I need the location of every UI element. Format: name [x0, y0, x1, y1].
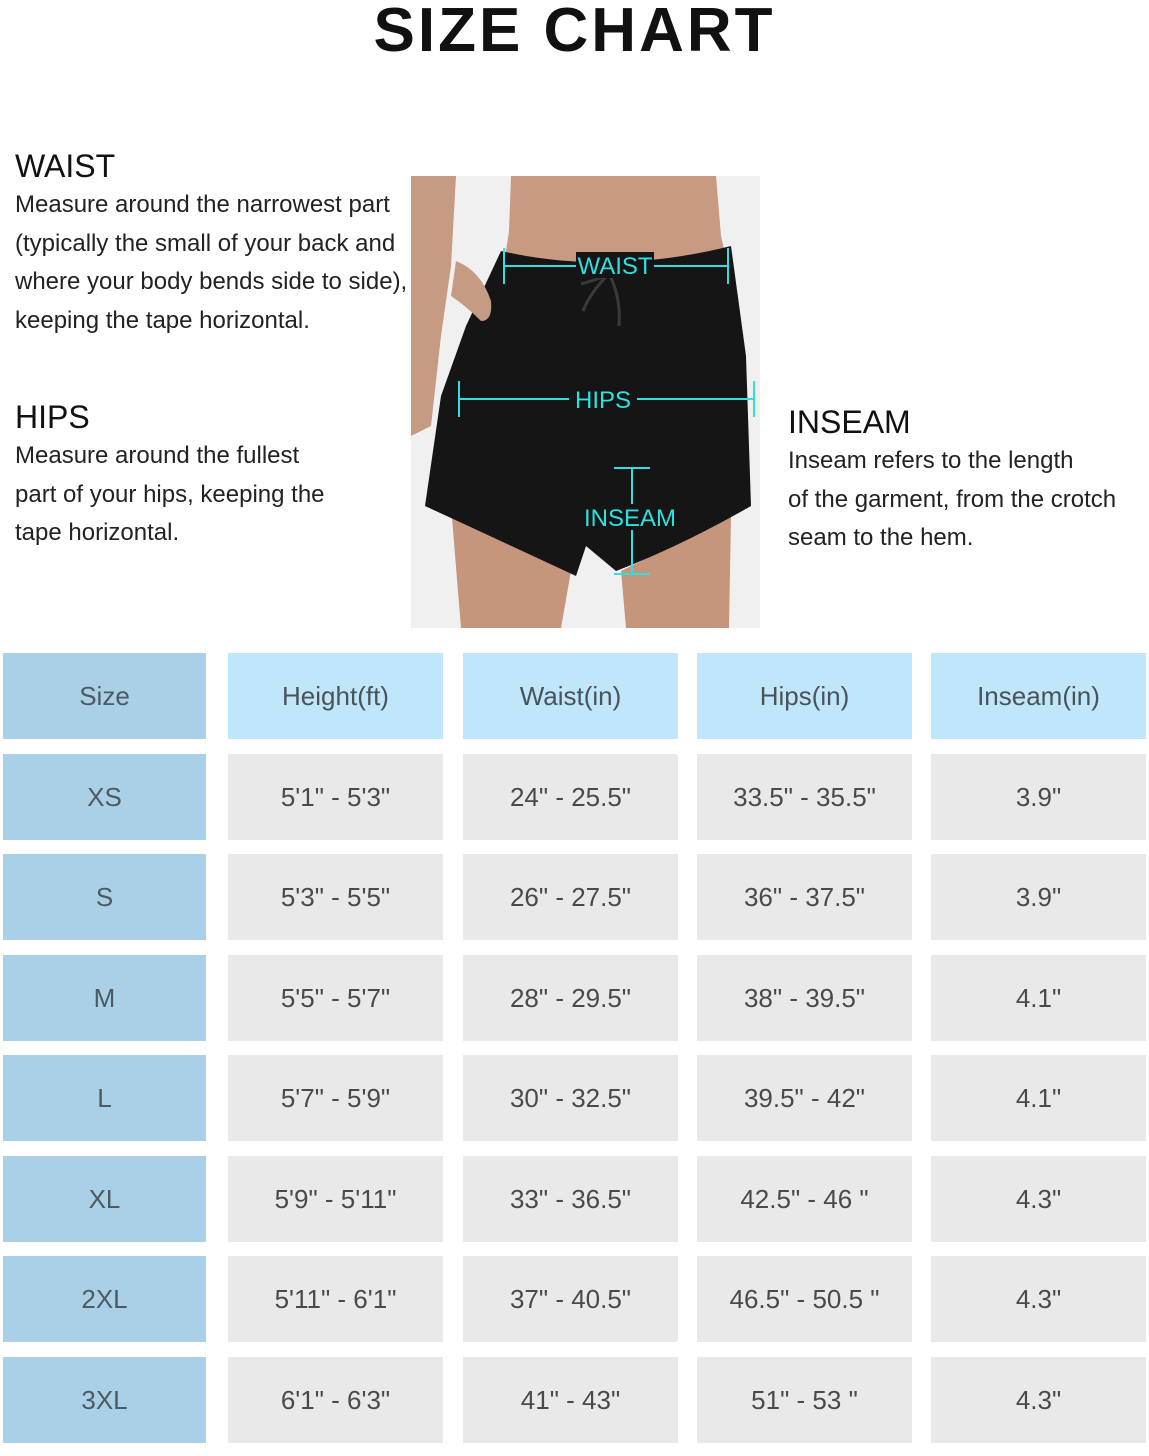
waist-line: Measure around the narrowest part — [15, 191, 390, 218]
cell-inseam: 3.9" — [931, 854, 1146, 940]
waist-line: (typically the small of your back and — [15, 229, 396, 257]
cell-size: XL — [3, 1156, 206, 1242]
cell-size: M — [3, 955, 206, 1041]
hips-line: part of your hips, keeping the — [15, 480, 325, 508]
cell-hips: 51" - 53 " — [697, 1357, 912, 1443]
cell-size: S — [3, 854, 206, 940]
cell-height: 5'1" - 5'3" — [228, 754, 443, 840]
cell-height: 5'7" - 5'9" — [228, 1055, 443, 1141]
waist-description — [15, 186, 407, 340]
cell-inseam: 4.3" — [931, 1256, 1146, 1342]
hips-heading: HIPS — [15, 399, 90, 435]
cell-waist: 28" - 29.5" — [463, 955, 678, 1041]
waist-line: keeping the tape horizontal. — [15, 306, 310, 334]
cell-inseam: 4.3" — [931, 1156, 1146, 1242]
inseam-line: Inseam refers to the length — [788, 447, 1074, 474]
hips-line: Measure around the fullest — [15, 442, 300, 469]
cell-height: 6'1" - 6'3" — [228, 1357, 443, 1443]
header-hips: Hips(in) — [697, 653, 912, 739]
cell-hips: 39.5" - 42" — [697, 1055, 912, 1141]
cell-inseam: 3.9" — [931, 754, 1146, 840]
cell-hips: 33.5" - 35.5" — [697, 754, 912, 840]
cell-inseam: 4.3" — [931, 1357, 1146, 1443]
cell-hips: 46.5" - 50.5 " — [697, 1256, 912, 1342]
cell-waist: 30" - 32.5" — [463, 1055, 678, 1141]
cell-waist: 26" - 27.5" — [463, 854, 678, 940]
cell-inseam: 4.1" — [931, 1055, 1146, 1141]
inseam-label: INSEAM — [583, 505, 677, 532]
cell-size: 3XL — [3, 1357, 206, 1443]
header-waist: Waist(in) — [463, 653, 678, 739]
hips-description — [15, 437, 325, 553]
cell-height: 5'9" - 5'11" — [228, 1156, 443, 1242]
cell-inseam: 4.1" — [931, 955, 1146, 1041]
waist-line: where your body bends side to side), — [15, 268, 408, 295]
shorts-illustration — [411, 176, 760, 628]
inseam-line: seam to the hem. — [788, 524, 974, 551]
page-title: SIZE CHART — [373, 0, 776, 65]
cell-waist: 41" - 43" — [463, 1357, 678, 1443]
cell-hips: 36" - 37.5" — [697, 854, 912, 940]
inseam-line: of the garment, from the crotch — [788, 485, 1117, 513]
cell-height: 5'11" - 6'1" — [228, 1256, 443, 1342]
cell-hips: 38" - 39.5" — [697, 955, 912, 1041]
cell-size: L — [3, 1055, 206, 1141]
waist-label: WAIST — [577, 253, 653, 280]
inseam-description — [788, 442, 1116, 558]
cell-waist: 33" - 36.5" — [463, 1156, 678, 1242]
cell-size: XS — [3, 754, 206, 840]
cell-size: 2XL — [3, 1256, 206, 1342]
header-height: Height(ft) — [228, 653, 443, 739]
cell-height: 5'3" - 5'5" — [228, 854, 443, 940]
cell-waist: 24" - 25.5" — [463, 754, 678, 840]
hips-label: HIPS — [574, 387, 632, 414]
waist-heading: WAIST — [15, 148, 116, 184]
header-inseam: Inseam(in) — [931, 653, 1146, 739]
cell-waist: 37" - 40.5" — [463, 1256, 678, 1342]
hips-line: tape horizontal. — [15, 519, 180, 546]
cell-hips: 42.5" - 46 " — [697, 1156, 912, 1242]
header-size: Size — [3, 653, 206, 739]
inseam-heading: INSEAM — [788, 404, 911, 440]
product-photo — [411, 176, 760, 628]
cell-height: 5'5" - 5'7" — [228, 955, 443, 1041]
